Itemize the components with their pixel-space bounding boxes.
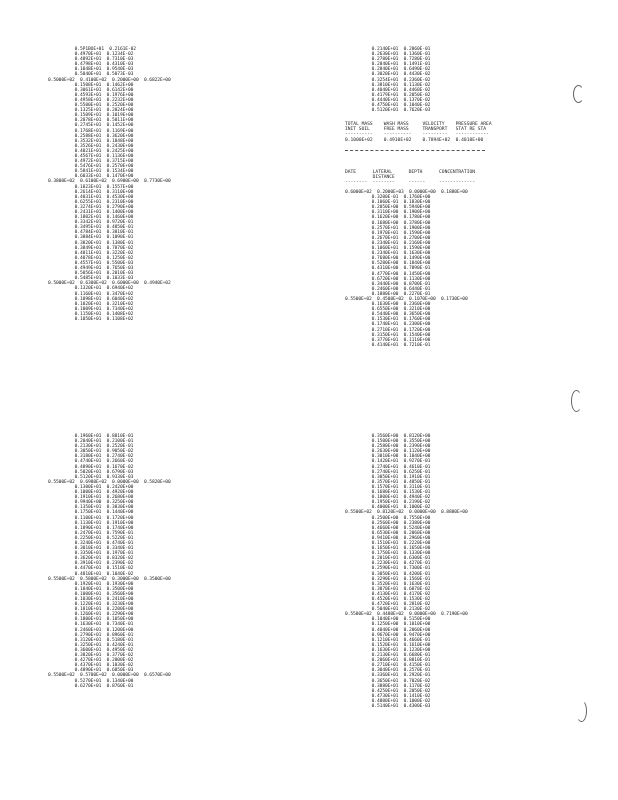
binder-hole-mark (576, 700, 587, 722)
summary-header: TOTAL MASS WASH MASS VELOCITY PRESSURE AREA INIT SOIL FREE MASS TRANSPORT STAT RE STA ---------- ---------- --------- ------------ 0.1000E+02 0.4910E+02 0.7894E+02 0.4010E+00 (345, 122, 492, 143)
binder-hole-mark (571, 390, 582, 412)
binder-hole-mark (573, 85, 584, 103)
data-column-top-left: 0.5P1BOE+01 0.2161E-02 0.4970E+01 0.1234E-02 0.4892E+01 0.7310E-03 0.4798E+01 0.4310E-03 0.1048E+01 0.9540E-03 0.5040E+01 0.5073E-03 0.5000E+02 0.4100E+02 0.2000E+00 0.6822E+00 0.1508E+01 0.1462E+00 0.3061E+01 0.6142E+00 0.4593E+01 0.1976E+00 0.4958E+01 0.2232E+00 0.5500E+01 0.2520E+00 0.1325E+01 0.2024E+00 0.1509E+01 0.1019E+00 0.2078E+01 0.5011E+00 0.2745E+01 0.1452E+00 0.1768E+01 0.1169E+00 0.2588E+01 0.3620E+00 0.3532E+01 0.1848E+00 0.3526E+01 0.2430E+00 0.4021E+01 0.2425E+00 0.4567E+01 0.1136E+00 0.4972E+01 0.3715E+00 0.5476E+01 0.2570E+00 0.5841E+01 0.1534E+00 0.6033E+01 0.1470E+00 0.3800E+02 0.6100E+02 0.6900E+00 0.7730E+00 0.1823E+01 0.1557E+00 0.2614E+01 0.3110E+00 0.4031E+01 0.4530E+00 0.6255E+01 0.2310E+00 0.3274E+01 0.2790E+00 0.2431E+01 0.1400E+00 0.1802E+01 0.1460E+00 0.3342E+01 0.9720E-01 0.3495E+01 0.4850E-01 0.4784E+01 0.3810E-01 0.3884E+01 0.1090E-01 0.3820E+01 0.1380E-01 0.3849E+01 0.7870E-02 0.4011E+01 0.3220E-02 0.4078E+01 0.1250E-02 0.4557E+01 0.5500E-03 0.4949E+01 0.7650E-03 0.5056E+01 0.2010E-03 0.5485E+01 0.1033E-03 0.5000E+02 0.6300E+02 0.6000E+00 0.4940E+02 0.1320E+01 0.6940E+02 0.1160E+01 0.3470E+02 0.1098E+01 0.6040E+02 0.1020E+01 0.3210E+02 0.1009E+01 0.7340E+02 0.1150E+01 0.1408E+02 0.1050E+01 0.1108E+02 (48, 47, 171, 322)
table-header: DATE LATERAL DEPTH CONCENTRATION DISTANCE -------- -------- ------ ------------- (345, 170, 475, 186)
data-column-bottom-right: 0.3560E+00 0.8120E+00 0.1500E+00 0.3550E+00 0.2580E+00 0.2390E+00 0.2630E+00 0.1120E+00 0.3010E+00 0.1040E+00 0.1420E+01 0.9270E-01 0.2740E+01 0.4610E-01 0.2740E+01 0.6250E-01 0.3050E+01 0.1910E-01 0.3570E+01 0.4850E-01 0.1570E+01 0.3110E-01 0.1680E+01 0.1530E-01 0.1800E+01 0.4940E-02 0.1950E+01 0.2190E-02 0.4000E+01 0.1000E-02 0.5500E+02 0.8120E+02 0.0000E+00 0.8880E+00 0.2500E+00 0.7550E+00 0.2560E+00 0.2380E+00 0.4660E+00 0.5240E+00 0.6530E+00 0.2060E+00 0.9410E+00 0.2960E+00 0.1510E+01 0.2220E+00 0.1650E+01 0.1650E+00 0.1750E+01 0.1330E+00 0.2010E+01 0.6300E-01 0.2230E+01 0.4270E-01 0.2590E+01 0.7300E-01 0.3050E+01 0.4200E-01 0.3290E+01 0.1560E-01 0.3520E+01 0.1630E-01 0.3870E+01 0.6070E-02 0.4130E+01 0.4170E-02 0.4520E+01 0.1530E-02 0.4720E+01 0.2810E-02 0.5040E+01 0.2130E-02 0.5500E+02 0.4480E+02 0.0000E+00 0.7190E+00 0.1040E+00 0.5150E+00 0.1250E+00 0.1010E+00 0.4040E+00 0.2060E+00 0.9670E+00 0.9470E+00 0.1210E+01 0.4660E-01 0.1520E+01 0.1610E+00 0.1630E+01 0.1230E+00 0.2130E+01 0.6680E-01 0.2060E+01 0.8810E-01 0.2710E+01 0.4150E-01 0.3040E+01 0.2570E-01 0.3360E+01 0.2920E-01 0.3650E+01 0.7020E-02 0.3880E+01 0.1170E-02 0.4250E+01 0.2050E-02 0.4730E+01 0.1410E-02 0.4800E+01 0.1000E-02 0.5140E+01 0.4300E-03 (345, 434, 468, 709)
data-column-top-right: 0.2140E+01 0.2860E-01 0.2630E+01 0.1360E-01 0.2780E+01 0.7280E-01 0.2840E+01 0.1491E-01 0.2840E+01 0.6490E-02 0.3020E+01 0.4430E-02 0.3254E+01 0.2360E-02 0.3810E+01 0.1130E-02 0.4040E+01 0.4460E-02 0.4179E+01 0.2050E-02 0.4440E+01 0.1370E-02 0.4750E+01 0.1040E-02 0.5120E+01 0.7620E-03 (371, 47, 431, 114)
summary-rule (345, 150, 485, 151)
data-column-bottom-left: 0.1960E+01 0.8810E-01 0.2040E+01 0.2100E-01 0.2130E+01 0.2520E-01 0.3050E+01 0.9050E-02 0.3180E+01 0.2740E-02 0.4740E+01 0.2660E-02 0.4890E+01 0.1670E-02 0.5020E+01 0.6790E-03 0.5120E+01 0.9330E-03 0.5500E+02 0.6980E+02 0.0000E+00 0.5820E+00 0.1300E+01 0.2420E+00 0.1000E+01 0.4920E+00 0.1910E+01 0.2680E+00 0.9940E+00 0.3250E+00 0.1350E+01 0.3830E+00 0.1750E+01 0.1440E+00 0.1100E+01 0.1720E+00 0.1130E+01 0.1910E+00 0.1890E+01 0.1740E+00 0.2470E+01 0.7590E-01 0.2250E+01 0.5220E-01 0.3240E+01 0.4740E-01 0.3010E+01 0.3340E-01 0.3350E+01 0.1970E-01 0.3620E+01 0.8320E-02 0.3910E+01 0.2390E-02 0.4470E+01 0.1510E-02 0.4810E+01 0.1040E-02 0.5500E+02 0.5800E+02 0.3000E+00 0.3500E+00 0.1920E+01 0.1930E+00 0.1840E+01 0.3500E+00 0.1000E+01 0.3560E+00 0.1030E+01 0.2410E+00 0.1220E+01 0.3230E+00 0.1810E+01 0.2200E+00 0.1260E+01 0.2290E+00 0.1800E+01 0.1050E+00 0.1630E+01 0.7340E-01 0.2460E+01 0.1200E+00 0.2790E+01 0.8960E-01 0.3120E+01 0.5180E-01 0.3250E+01 0.4240E-01 0.3600E+01 0.4950E-02 0.3820E+01 0.3770E-02 0.4270E+01 0.2000E-02 0.4370E+01 0.1030E-02 0.4890E+01 0.6850E-03 0.5500E+02 0.5700E+02 0.0000E+00 0.6570E+00 0.5270E+01 0.1340E+00 0.6270E+01 0.8760E-01 (48, 434, 171, 689)
data-column-top-right-table: 0.6000E+02 0.2000E+03 0.0000E+00 0.1880E+00 0.3200E-01 0.1760E+00 0.1060E-01 0.1830E+00 0.2050E+00 0.5940E+00 0.3110E+00 0.1900E+00 0.1620E+00 0.1780E+00 0.1680E+00 0.3780E+00 0.2570E+01 0.1900E+00 0.1970E+01 0.1590E+00 0.2670E+01 0.2700E+00 0.2340E+01 0.2160E+00 0.1060E+01 0.1590E+00 0.2340E+01 0.1630E+00 0.7680E+00 0.1490E+00 0.5280E+00 0.1840E+00 0.4310E+00 0.7890E-01 0.4770E+00 0.1450E+00 0.6720E+00 0.1130E+00 0.3440E+00 0.8700E-01 0.2460E+00 0.6440E-01 0.1880E+00 0.2270E-01 0.5500E+02 0.4500E+02 0.1070E+00 0.1730E+00 0.1630E+00 0.2360E+00 0.6550E+00 0.3210E+00 0.5440E+00 0.3650E+00 0.1530E+01 0.1760E+00 0.1740E+01 0.2300E+00 0.2710E+01 0.1720E+00 0.3150E+01 0.1540E+00 0.3770E+01 0.1110E+00 0.4140E+01 0.7210E-01 (345, 190, 468, 348)
